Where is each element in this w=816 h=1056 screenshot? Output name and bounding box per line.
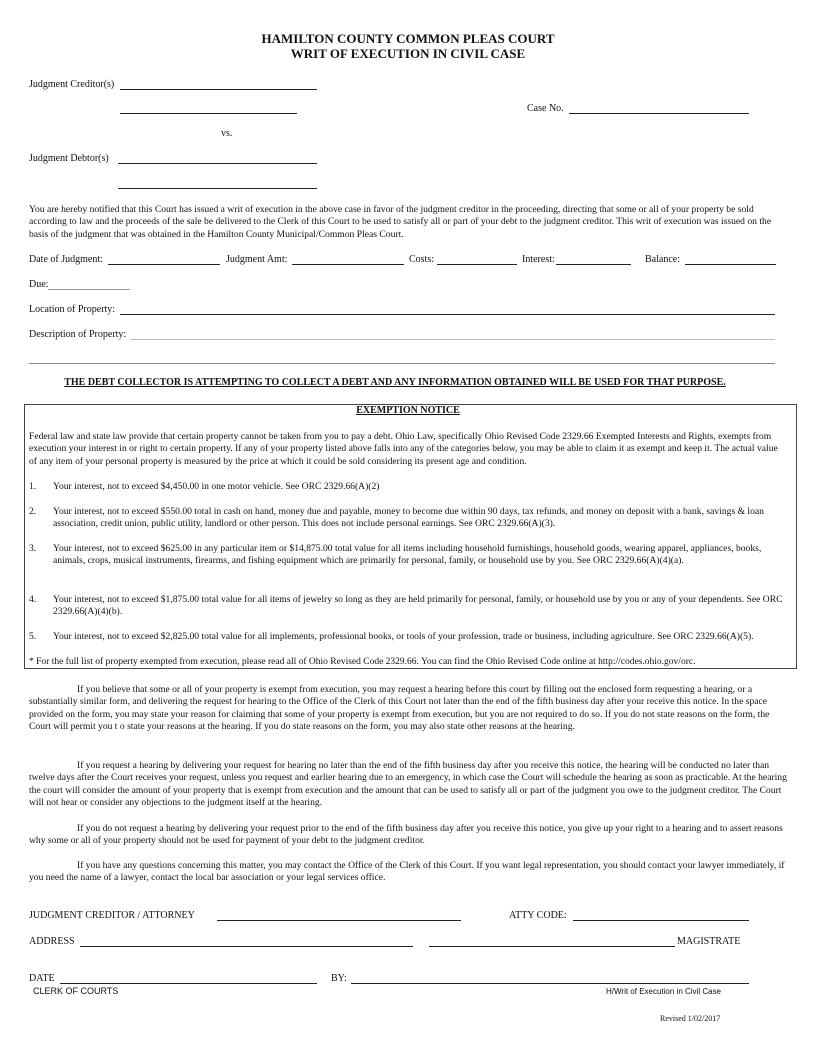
by-label: BY: bbox=[331, 973, 347, 984]
exemption-item-text: Your interest, not to exceed $2,825.00 total value for all implements, professional books, or tools of your profession, trade or business, including agriculture. See ORC 2329.66(A)(5). bbox=[53, 631, 754, 642]
due-label: Due: bbox=[29, 279, 49, 290]
creditor-attorney-field[interactable] bbox=[217, 920, 461, 921]
address-field[interactable] bbox=[80, 946, 413, 947]
notice-paragraph: You are hereby notified that this Court has issued a writ of execution in the above case in favor of the judgment creditor in the proceeding, directing that some or all of your property be sold according to law and the proceeds of the sale be delivered to the Clerk of this Court to be used to satisfy all or part of your debt to the judgment creditor. This writ of execution was issued on the basis of the judgment that was obtained in the Hamilton County Municipal/Common Pleas Court. bbox=[29, 204, 772, 240]
exemption-item-number: 1. bbox=[29, 481, 37, 492]
form-name: H/Writ of Execution in Civil Case bbox=[606, 987, 721, 996]
balance-label: Balance: bbox=[645, 254, 680, 265]
description-label: Description of Property: bbox=[29, 329, 127, 340]
date-of-judgment-label: Date of Judgment: bbox=[29, 254, 103, 265]
address-label: ADDRESS bbox=[29, 936, 75, 947]
date-of-judgment-field[interactable] bbox=[108, 264, 220, 265]
instruction-paragraph-1: If you believe that some or all of your property is exempt from execution, you may request a hearing before this court by filling out the enclosed form requesting a hearing, or a substantially similar form, and delivering the request for hearing to the Office of the Clerk of this Court not later than the end of the fifth business day after your receive this notice. In the space provided on the form, you may state your reason for claiming that some of your property is exempt from execution, but you are not required to do so. If you do not state reasons on the form, the Court will permit you t o state your reasons at the hearing. If you do state reasons on the form, you may also state other reasons at the hearing. bbox=[29, 684, 770, 733]
debt-collector-warning: THE DEBT COLLECTOR IS ATTEMPTING TO COLLECT A DEBT AND ANY INFORMATION OBTAINED WILL BE USED FOR THAT PURPOSE. bbox=[64, 377, 726, 388]
judgment-debtor-field-1[interactable] bbox=[118, 163, 317, 164]
judgment-amt-field[interactable] bbox=[292, 264, 404, 265]
interest-label: Interest: bbox=[522, 254, 555, 265]
interest-field[interactable] bbox=[556, 264, 631, 265]
exemption-notice-title: EXEMPTION NOTICE bbox=[356, 405, 460, 416]
instruction-paragraph-4: If you have any questions concerning this matter, you may contact the Office of the Clerk of this Court. If you want legal representation, you should contact your lawyer immediately, if you need the name of a lawyer, contact the local bar association or your legal services office. bbox=[29, 860, 785, 884]
judgment-debtor-field-2[interactable] bbox=[118, 188, 317, 189]
balance-field[interactable] bbox=[685, 264, 776, 265]
instruction-paragraph-3: If you do not request a hearing by delivering your request prior to the end of the fifth business day after you receive this notice, you give up your right to a hearing and to assert reasons why some or all of your property should not be used for payment of your debt to the judgment creditor. bbox=[29, 823, 783, 847]
exemption-item-text: Your interest, not to exceed $4,450.00 in one motor vehicle. See ORC 2329.66(A)(2) bbox=[53, 481, 380, 492]
clerk-of-courts-label: CLERK OF COURTS bbox=[33, 986, 119, 996]
judgment-creditor-field-1[interactable] bbox=[120, 89, 317, 90]
instruction-paragraph-2: If you request a hearing by delivering your request for hearing no later than the end of the fifth business day after you receive this notice, the hearing will be conducted no later than twelve days after the Court receives your request, unless you request and earlier hearing due to an emergency, in which case the Court will schedule the hearing as soon as practicable. At the hearing the court will consider the amount of your property that is exempt from execution and the amount that can be used to satisfy all or part of the judgment you owe to the judgment creditor. The Court will not hear or consider any objections to the judgment itself at the hearing. bbox=[29, 760, 787, 809]
exemption-item-text: Your interest, not to exceed $1,875.00 total value for all items of jewelry so long as they are held primarily for personal, family, or household use by you or any of your dependents. See ORC 2329.66(A)(4)(b). bbox=[53, 594, 783, 618]
due-field[interactable] bbox=[48, 289, 130, 290]
page-title-line1: HAMILTON COUNTY COMMON PLEAS COURT bbox=[261, 31, 555, 46]
exemption-item-number: 3. bbox=[29, 543, 37, 554]
exemption-item-number: 5. bbox=[29, 631, 37, 642]
exemption-item-number: 4. bbox=[29, 594, 37, 605]
judgment-creditor-field-2[interactable] bbox=[120, 113, 297, 114]
atty-code-label: ATTY CODE: bbox=[509, 910, 567, 921]
by-field[interactable] bbox=[351, 983, 749, 984]
exemption-item-number: 2. bbox=[29, 506, 37, 517]
location-label: Location of Property: bbox=[29, 304, 116, 315]
page-title-line2: WRIT OF EXECUTION IN CIVIL CASE bbox=[290, 46, 526, 61]
revised-date: Revised 1/02/2017 bbox=[660, 1014, 721, 1023]
exemption-item-text: Your interest, not to exceed $625.00 in any particular item or $14,875.00 total value for all items including household furnishings, household goods, wearing apparel, appliances, books, animals, crops, musical instruments, firearms, and fishing equipment which are primarily for personal, family, or household use by you. See ORC 2329.66(A)(4)(a). bbox=[53, 543, 762, 567]
description-field-2[interactable] bbox=[29, 363, 775, 364]
date-label: DATE bbox=[29, 973, 55, 984]
exemption-footnote: * For the full list of property exempted from execution, please read all of Ohio Revised Code 2329.66. You can find the Ohio Revised Code online at http://codes.ohio.gov/orc. bbox=[29, 657, 696, 667]
date-field[interactable] bbox=[60, 983, 317, 984]
judgment-amt-label: Judgment Amt: bbox=[226, 254, 288, 265]
description-field-1[interactable] bbox=[130, 339, 775, 340]
magistrate-field[interactable] bbox=[429, 946, 675, 947]
magistrate-label: MAGISTRATE bbox=[677, 936, 741, 947]
costs-label: Costs: bbox=[409, 254, 435, 265]
location-field[interactable] bbox=[120, 314, 775, 315]
exemption-item-text: Your interest, not to exceed $550.00 total in cash on hand, money due and payable, money to become due within 90 days, tax refunds, and money on deposit with a bank, savings & loan association, credit union, public utility, landlord or other person. This does not include personal earnings. See ORC 2329.66(A)(3). bbox=[53, 506, 764, 530]
judgment-creditor-label: Judgment Creditor(s) bbox=[29, 79, 115, 90]
creditor-attorney-label: JUDGMENT CREDITOR / ATTORNEY bbox=[29, 910, 195, 921]
case-no-label: Case No. bbox=[527, 103, 564, 114]
costs-field[interactable] bbox=[437, 264, 517, 265]
exemption-intro: Federal law and state law provide that certain property cannot be taken from you to pay a debt. Ohio Law, specifically Ohio Revised Code 2329.66 Exempted Interests and Rights, exempts from execution your interest in or right to certain property. If any of your property listed above falls into any of the categories below, you may be able to claim it as exempt and keep it. The actual value of any item of your personal property is measured by the price at which it could be sold considering its present age and condition. bbox=[29, 431, 778, 467]
case-no-field[interactable] bbox=[569, 113, 749, 114]
vs-label: vs. bbox=[221, 128, 233, 139]
judgment-debtor-label: Judgment Debtor(s) bbox=[29, 153, 109, 164]
atty-code-field[interactable] bbox=[573, 920, 749, 921]
